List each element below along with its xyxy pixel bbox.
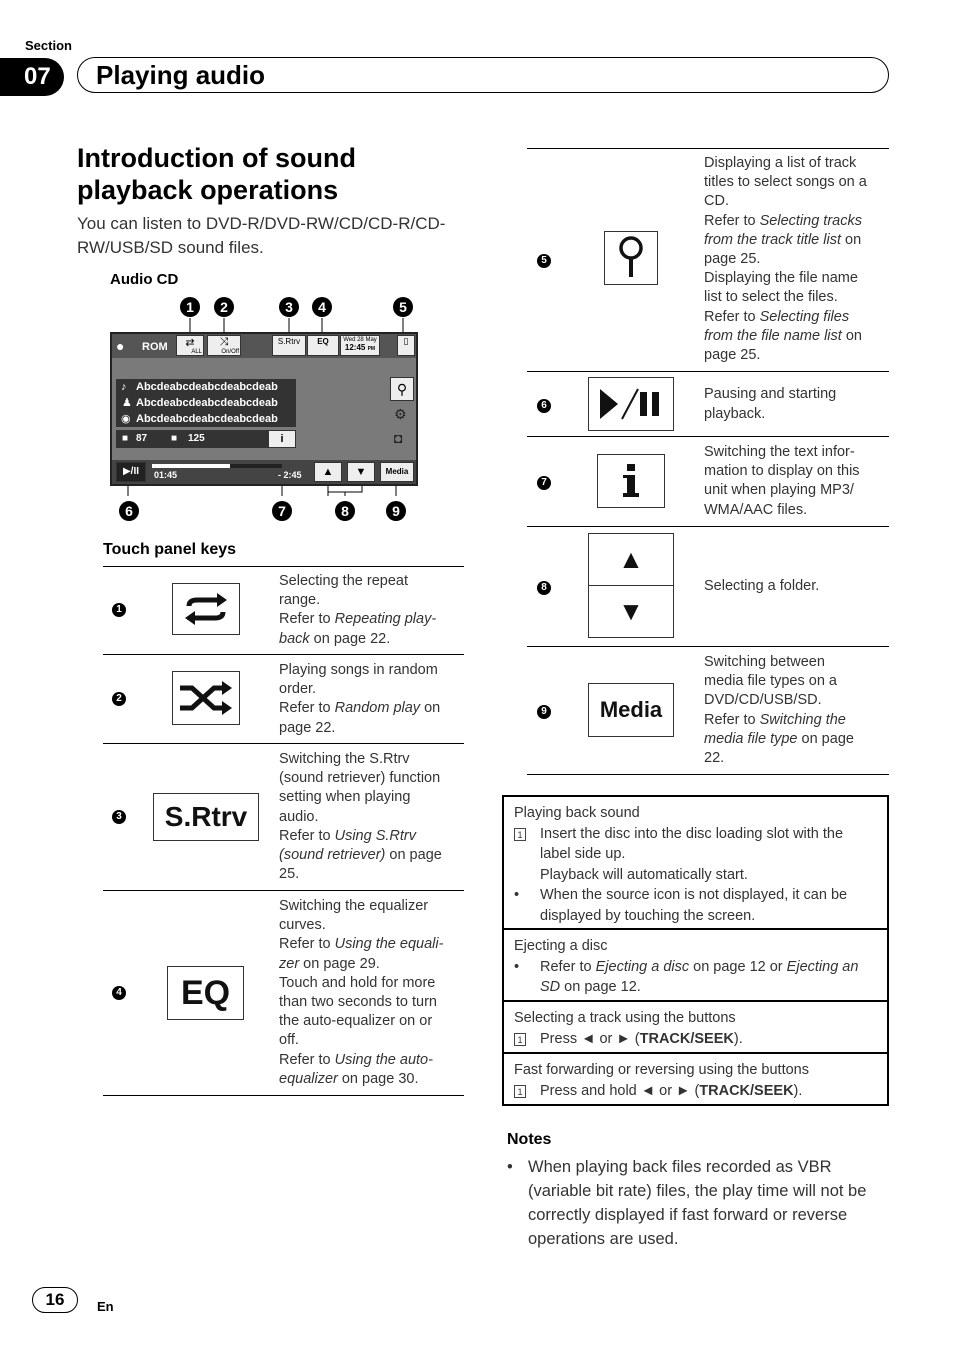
- key-number: 2: [112, 692, 126, 706]
- eject-box: [502, 928, 889, 1002]
- folder-count: 87: [136, 433, 148, 444]
- key-description: Pausing and starting playback.: [704, 386, 837, 422]
- track-title-row: [116, 379, 296, 395]
- album-name: Abcdeabcdeabcdeabcdeab: [136, 413, 278, 425]
- notes-title: Notes: [507, 1131, 552, 1148]
- clock-text: 12:45: [344, 343, 366, 352]
- album-row: [116, 411, 296, 427]
- section-number: 07: [0, 58, 64, 96]
- step-marker: 1: [514, 828, 526, 841]
- music-note-icon: ♪: [121, 381, 127, 393]
- key-description: Selecting a folder.: [704, 578, 820, 595]
- repeat-button[interactable]: [176, 335, 204, 356]
- playing-bullet-a: When the source icon is not displayed, it can be: [540, 887, 848, 903]
- artist-name: Abcdeabcdeabcdeabcdeab: [136, 397, 278, 409]
- key-number: 6: [537, 399, 551, 413]
- info-button[interactable]: i: [268, 430, 296, 448]
- playing-step-a: Insert the disc into the disc loading slot with the: [540, 825, 844, 842]
- shuffle-icon: [172, 671, 240, 725]
- select-track-box: [502, 1000, 889, 1054]
- repeat-icon: ⇄: [185, 337, 195, 349]
- touch-panel-title: Touch panel keys: [103, 541, 237, 558]
- battery-icon: ▯: [397, 335, 415, 356]
- key-number: 5: [537, 254, 551, 268]
- page-number: 16: [32, 1287, 78, 1313]
- artist-row: [116, 395, 296, 411]
- folder-icon: ■: [122, 433, 129, 444]
- callout-3: 3: [279, 297, 299, 317]
- random-button[interactable]: [207, 335, 241, 356]
- playing-back-box: [502, 795, 889, 930]
- key-description: Switching the S.Rtrv (sound retriever) function setting when playing audio. Refer to Using S.Rtrv (sound retriever) on page 25.: [279, 751, 442, 883]
- page-title: Introduction of sound playback operations: [77, 143, 356, 205]
- notes-text: When playing back files recorded as VBR (variable bit rate) files, the play time will not be correctly displayed if fast forward or reverse operations are used.: [528, 1158, 867, 1248]
- key-description: Switching between media file types on a DVD/CD/USB/SD. Refer to Switching the media file type on page 22.: [704, 654, 854, 767]
- search-icon: ⚲: [396, 381, 408, 397]
- ff-title: Fast forwarding or reversing using the buttons: [514, 1062, 809, 1078]
- folder-down-button[interactable]: ▼: [347, 462, 375, 482]
- media-icon: [588, 683, 674, 737]
- playing-step-b: label side up.: [540, 846, 626, 862]
- eject-link-1: Ejecting a disc: [595, 958, 690, 975]
- eq-button[interactable]: EQ: [307, 335, 339, 356]
- playing-bullet-b: displayed by touching the screen.: [540, 907, 756, 924]
- fast-forward-box: [502, 1052, 889, 1106]
- settings-icon[interactable]: ⚙: [394, 406, 407, 422]
- intro-text: You can listen to DVD-R/DVD-RW/CD/CD-R/CD-RW/USB/SD sound files.: [77, 214, 446, 257]
- srtrv-icon: [153, 793, 259, 841]
- album-icon: ◉: [121, 413, 131, 425]
- key-number: 3: [112, 810, 126, 824]
- person-icon: ♟: [122, 397, 132, 409]
- callout-7: 7: [272, 501, 292, 521]
- disc-icon: ●: [116, 338, 125, 354]
- figure-label: Audio CD: [110, 271, 179, 288]
- playing-step-c: Playback will automatically start.: [540, 866, 748, 883]
- control-bar: [112, 460, 416, 484]
- key-number: 7: [537, 476, 551, 490]
- key-description: Switching the equalizer curves. Refer to Using the equali- zer on page 29. Touch and hold for more than two seconds to turn the auto-equalizer on or off. Refer to Using the auto- equalizer on page 30.: [279, 898, 444, 1087]
- section-label: Section: [25, 38, 72, 53]
- srtrv-button[interactable]: S.Rtrv: [272, 335, 306, 356]
- ff-step: Press and hold ◄ or ► (: [540, 1082, 700, 1099]
- key-number: 1: [112, 603, 126, 617]
- select-bold: TRACK/SEEK: [639, 1030, 734, 1047]
- callout-1: 1: [180, 297, 200, 317]
- callout-8: 8: [335, 501, 355, 521]
- file-icon: ■: [171, 433, 178, 444]
- callout-9: 9: [386, 501, 406, 521]
- date-text: Wed 28 May: [343, 337, 377, 343]
- callout-2: 2: [214, 297, 234, 317]
- info-icon: [597, 454, 665, 508]
- bullet: •: [514, 958, 520, 975]
- head-unit-screen: [110, 332, 418, 486]
- playing-title: Playing back sound: [514, 805, 640, 821]
- play-pause-icon: [588, 377, 674, 431]
- search-button[interactable]: [390, 377, 414, 401]
- eject-text-2: on page 12 or: [689, 958, 787, 975]
- search-icon: [604, 231, 658, 285]
- play-pause-button[interactable]: ▶/II: [116, 462, 146, 482]
- key-label: Media: [599, 697, 663, 722]
- eject-title: Ejecting a disc: [514, 938, 608, 954]
- eject-link-3: SD: [540, 979, 561, 995]
- bullet: •: [514, 887, 520, 903]
- folder-up-button[interactable]: ▲: [314, 462, 342, 482]
- key-label: S.Rtrv: [164, 801, 248, 832]
- eject-text-1: Refer to: [540, 958, 596, 975]
- eq-icon: [167, 966, 244, 1020]
- screen-top-bar: [112, 334, 416, 358]
- file-count: 125: [188, 433, 205, 444]
- key-number: 4: [112, 986, 126, 1000]
- step-marker: 1: [514, 1085, 526, 1098]
- folder-down-icon: ▼: [588, 585, 674, 638]
- random-sub: On/Off: [221, 349, 239, 355]
- callout-4: 4: [312, 297, 332, 317]
- track-title: Abcdeabcdeabcdeabcdeab: [136, 381, 278, 393]
- key-description: Displaying a list of track titles to select songs on a CD. Refer to Selecting tracks from the track title list on page 25. Displaying the file name list to select the files. Refer to Selecting files from the file name list on page 25.: [704, 155, 867, 364]
- section-title: Playing audio: [96, 60, 266, 90]
- remaining-time: - 2:45: [278, 470, 302, 480]
- language-label: En: [97, 1299, 114, 1314]
- select-end: ).: [733, 1030, 743, 1047]
- folder-up-icon: ▲: [588, 533, 674, 586]
- elapsed-time: 01:45: [154, 470, 178, 480]
- key-description: Playing songs in random order. Refer to Random play on page 22.: [279, 662, 441, 736]
- key-label: EQ: [180, 973, 231, 1012]
- notes-bullet: •: [507, 1158, 513, 1176]
- source-label: ROM: [142, 341, 168, 353]
- ampm-text: PM: [367, 346, 376, 352]
- eject-link-2: Ejecting an: [786, 958, 859, 975]
- step-marker: 1: [514, 1033, 526, 1046]
- callout-5: 5: [393, 297, 413, 317]
- media-button[interactable]: Media: [380, 462, 414, 482]
- shuffle-icon: ⤨: [219, 336, 229, 348]
- key-description: Switching the text infor- mation to display on this unit when playing MP3/ WMA/AAC files.: [704, 444, 860, 518]
- progress-track: [152, 464, 282, 468]
- progress-fill: [152, 464, 230, 468]
- eject-text-3: on page 12.: [560, 979, 641, 995]
- key-number: 8: [537, 581, 551, 595]
- select-step: Press ◄ or ► (: [540, 1030, 640, 1047]
- camera-icon[interactable]: ◘: [394, 430, 403, 446]
- repeat-sub: ALL: [191, 349, 202, 355]
- clock-display: [340, 335, 380, 356]
- ff-bold: TRACK/SEEK: [699, 1082, 794, 1099]
- notes-item: [507, 1155, 892, 1251]
- repeat-icon: [172, 583, 240, 635]
- key-number: 9: [537, 705, 551, 719]
- ff-end: ).: [793, 1082, 803, 1099]
- select-title: Selecting a track using the buttons: [514, 1010, 736, 1026]
- callout-6: 6: [119, 501, 139, 521]
- key-description: Selecting the repeat range. Refer to Repeating play- back on page 22.: [279, 573, 437, 647]
